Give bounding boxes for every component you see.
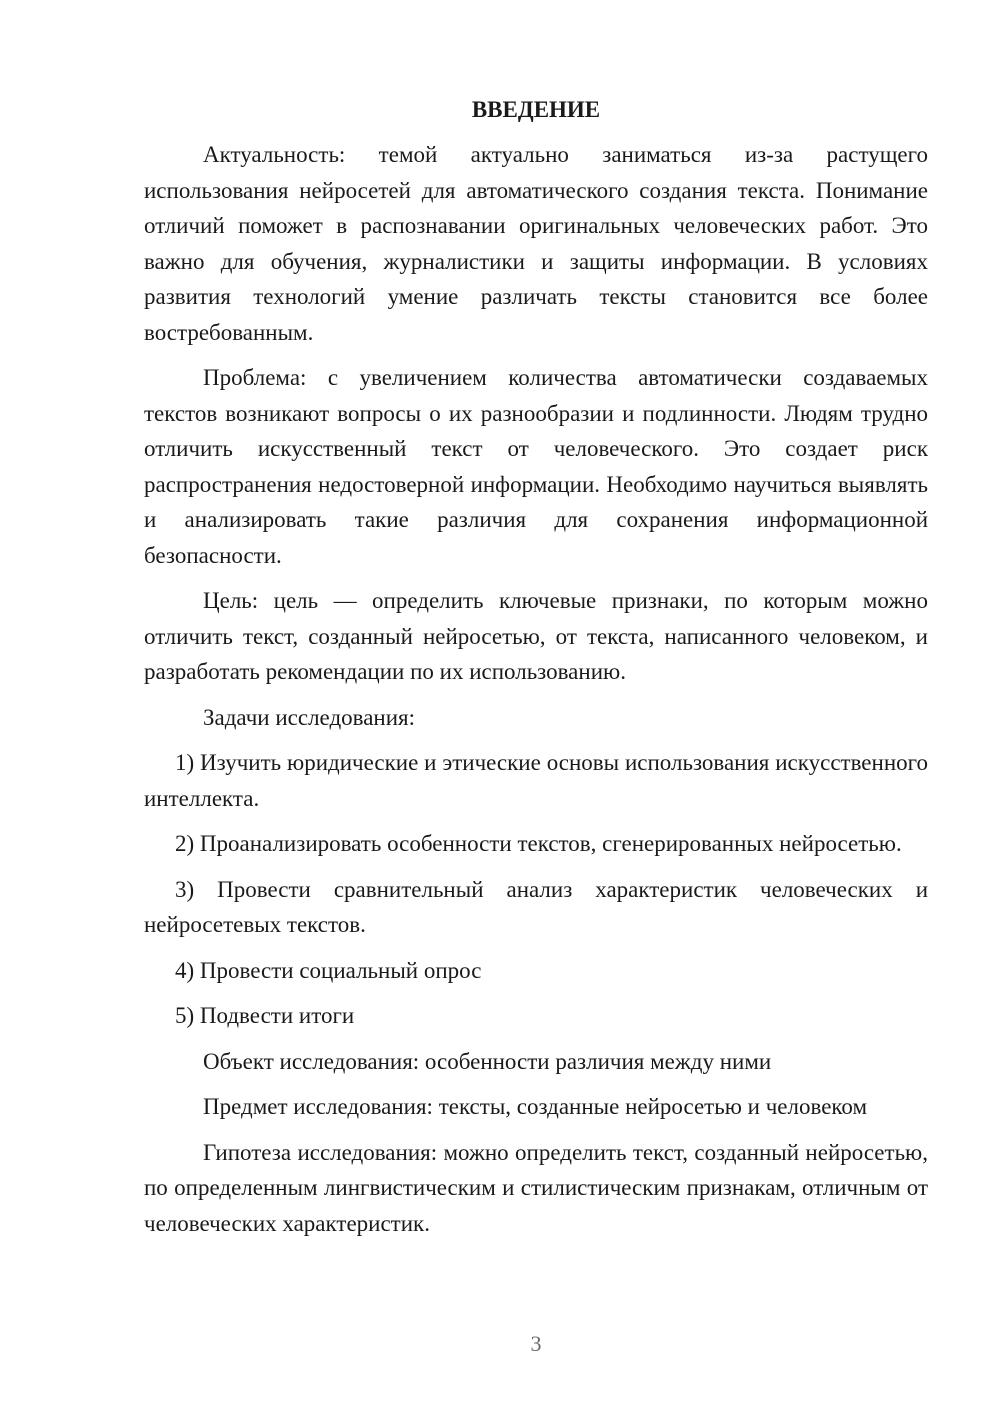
document-body bbox=[144, 92, 928, 1251]
research-hypothesis: Гипотеза исследования: можно определить текст, созданный нейросетью, по определенным лингвистическим и стилистическим признакам, отличным от человеческих характеристик. bbox=[144, 1139, 928, 1236]
paragraph-problem: Проблема: с увеличением количества автоматически создаваемых текстов возникают вопросы о их разнообразии и подлинности. Людям трудно отличить искусственный текст от человеческого. Это создает риск распространения недостоверной информации. Необходимо научиться выявлять и анализировать такие различия для сохранения информационной безопасности. bbox=[144, 365, 928, 568]
tasks-heading: Задачи исследования: bbox=[203, 704, 416, 730]
section-title: ВВЕДЕНИЕ bbox=[471, 97, 601, 122]
page-number: 3 bbox=[530, 1331, 542, 1356]
task-item-1: 1) Изучить юридические и этические основы использования искусственного интеллекта. bbox=[144, 750, 928, 811]
research-subject: Предмет исследования: тексты, созданные нейросетью и человеком bbox=[203, 1094, 868, 1119]
task-item-5: 5) Подвести итоги bbox=[175, 1003, 355, 1028]
task-item-3: 3) Провести сравнительный анализ характеристик человеческих и нейросетевых текстов. bbox=[144, 876, 928, 937]
task-item-2: 2) Проанализировать особенности текстов, сгенерированных нейросетью. bbox=[175, 831, 902, 856]
research-object: Объект исследования: особенности различия между ними bbox=[203, 1048, 772, 1074]
paragraph-goal: Цель: цель — определить ключевые признаки, по которым можно отличить текст, созданный нейросетью, от текста, написанного человеком, и разработать рекомендации по их использованию. bbox=[144, 588, 928, 684]
task-item-4: 4) Провести социальный опрос bbox=[175, 957, 482, 983]
paragraph-relevance: Актуальность: темой актуально заниматься из-за растущего использования нейросетей для автоматического создания текста. Понимание отличий поможет в распознавании оригинальных человеческих работ. Это важно для обучения, журналистики и защиты информации. В условиях развития технологий умение различать тексты становится все более востребованным. bbox=[144, 142, 928, 345]
